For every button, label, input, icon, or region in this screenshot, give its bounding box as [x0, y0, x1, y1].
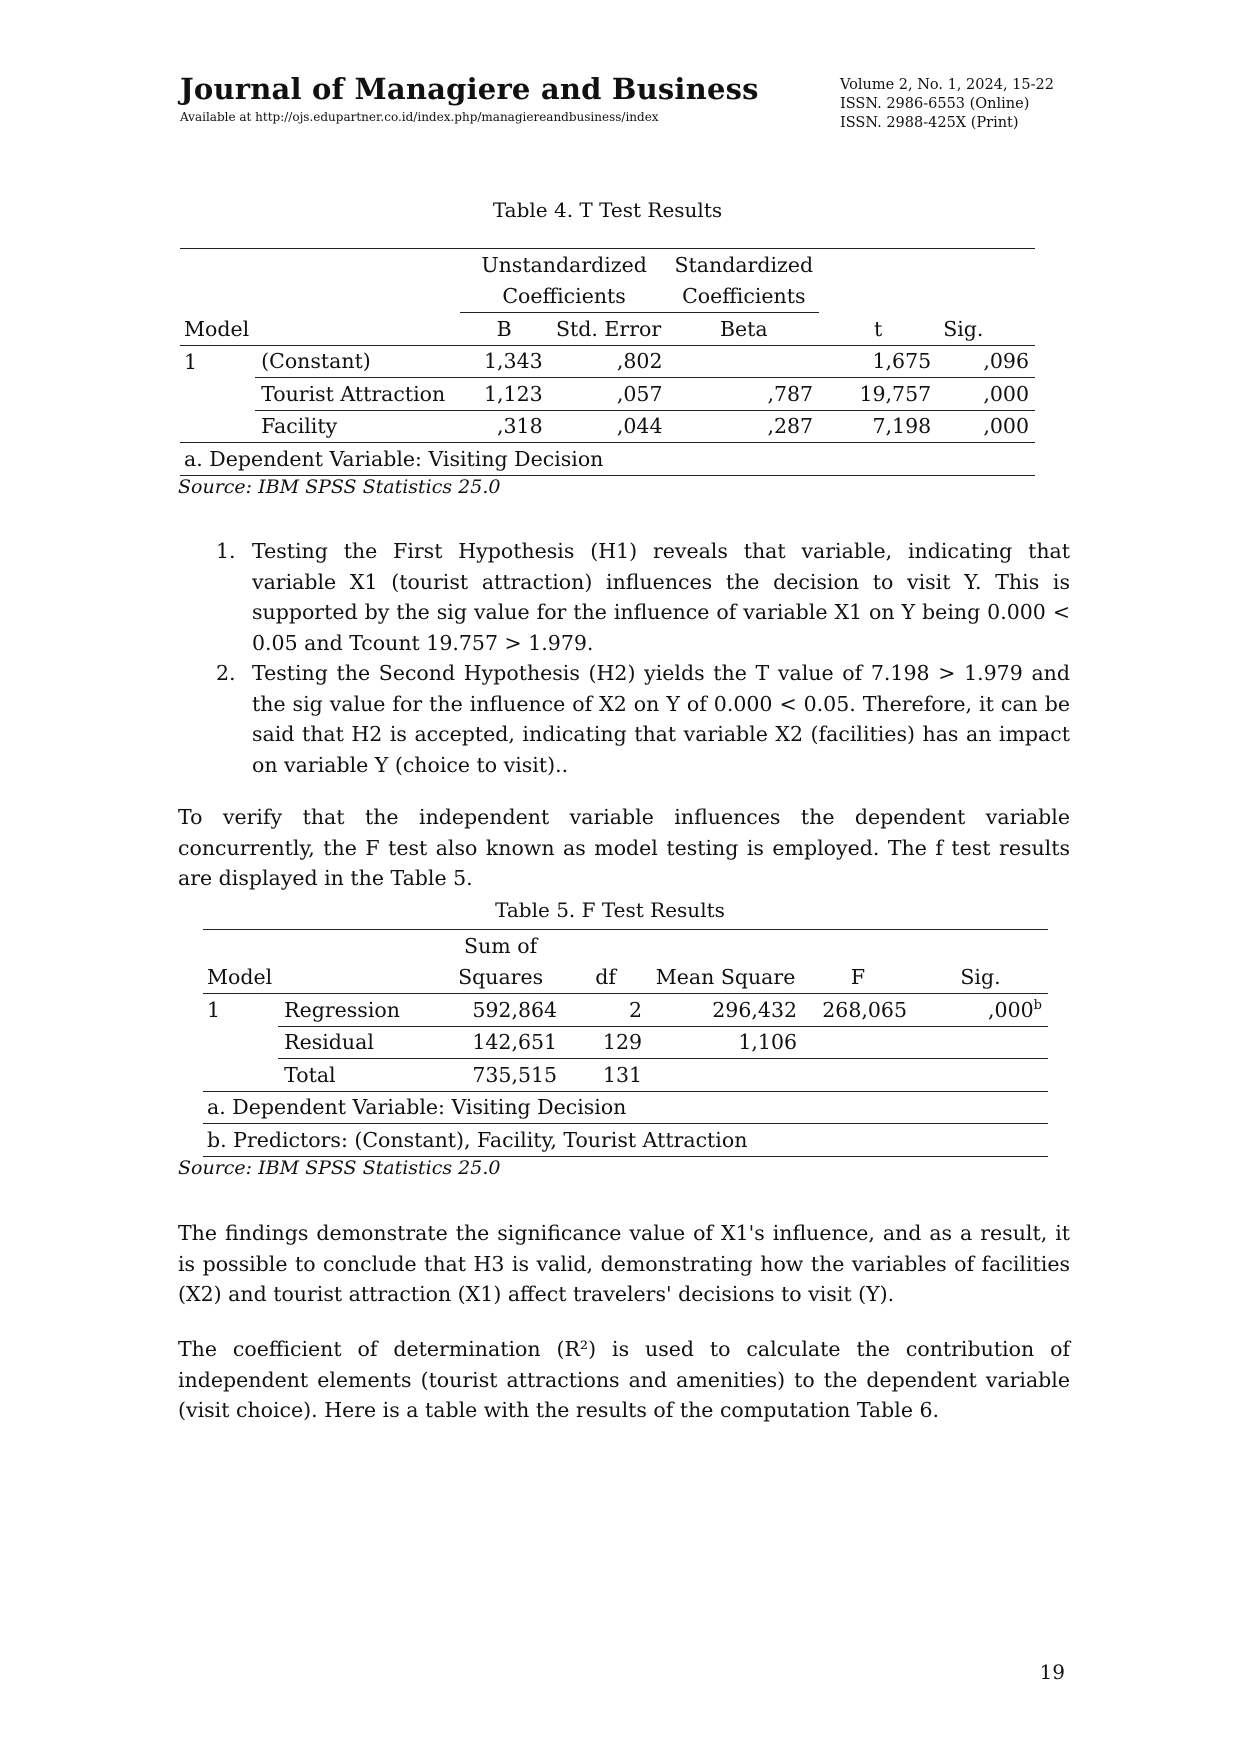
- t5-cell-sig: [913, 1026, 1048, 1059]
- t5-cell-f: 268,065: [803, 994, 913, 1027]
- t4-row-name: (Constant): [255, 345, 460, 378]
- t4-cell-sig: ,000: [937, 378, 1035, 411]
- table-header-row: [180, 313, 1035, 346]
- t5-col-model: Model: [207, 965, 273, 990]
- journal-title: Journal of Managiere and Business: [180, 72, 759, 106]
- t4-cell-t: 7,198: [872, 414, 932, 439]
- list-text: Testing the First Hypothesis (H1) reveals that variable, indicating that variable X1 (tourist attraction) influences the decision to visit Y. This is supported by the sig value for the influence of variable X1 on Y being 0.000 < 0.05 and Tcount 19.757 > 1.979.: [252, 539, 1070, 655]
- t5-row-name: Residual: [278, 1026, 438, 1059]
- table-row: [180, 378, 1035, 411]
- t4-footnote: a. Dependent Variable: Visiting Decision: [184, 446, 604, 471]
- table4: [180, 248, 1035, 476]
- t5-cell-df: 2: [563, 994, 648, 1027]
- t5-row-name: Regression: [278, 994, 438, 1027]
- paragraph-f-intro: To verify that the independent variable influences the dependent variable concurrently, the F test also known as model testing is employed. The f test results are displayed in the Table 5.: [178, 805, 1070, 890]
- table-row: [180, 345, 1035, 378]
- t4-cell-beta: ,787: [669, 378, 820, 411]
- table4-caption: Table 4. T Test Results: [492, 198, 723, 222]
- t4-col-sig: Sig.: [943, 316, 984, 341]
- journal-meta: [840, 76, 1054, 133]
- t5-sig-value: ,000: [988, 997, 1034, 1022]
- t5-col-f: F: [850, 965, 866, 990]
- t5-cell-df: 131: [602, 1062, 643, 1087]
- t4-cell-b: 1,343: [460, 345, 549, 378]
- t5-col-df: df: [595, 965, 616, 990]
- table5: [203, 929, 1048, 1157]
- t4-model-no: 1: [184, 349, 198, 374]
- t4-cell-sig: ,096: [937, 345, 1035, 378]
- t4-cell-se: ,044: [616, 414, 663, 439]
- list-item: [178, 658, 1070, 780]
- t5-cell-ss: 735,515: [472, 1062, 558, 1087]
- t5-cell-ms: 1,106: [648, 1026, 803, 1059]
- t5-col-sig: Sig.: [960, 965, 1001, 990]
- list-item: [178, 536, 1070, 658]
- list-number: 2.: [216, 661, 236, 685]
- t5-col-ss: Sum of: [464, 933, 538, 958]
- t4-cell-se: ,802: [549, 345, 669, 378]
- t5-model-no: 1: [207, 998, 221, 1022]
- issn-online: ISSN. 2986-6553 (Online): [840, 96, 1030, 112]
- issn-print: ISSN. 2988-425X (Print): [840, 115, 1019, 131]
- list-number: 1.: [216, 539, 236, 563]
- t4-cell-b: 1,123: [460, 378, 549, 411]
- t5-col-ms: Mean Square: [655, 965, 796, 990]
- t4-group-std: Standardized: [674, 252, 814, 277]
- t4-cell-beta: ,287: [767, 414, 814, 439]
- t5-cell-ss: 142,651: [438, 1026, 563, 1059]
- t4-col-se: Std. Error: [556, 316, 662, 341]
- table-row: [203, 994, 1048, 1027]
- t5-footnote-b: b. Predictors: (Constant), Facility, Tourist Attraction: [207, 1127, 748, 1152]
- t4-col-t: t: [874, 316, 883, 341]
- t5-cell-sig: [913, 994, 1048, 1027]
- t4-cell-sig: ,000: [983, 414, 1029, 439]
- t5-cell-ms: 296,432: [648, 994, 803, 1027]
- journal-url: Available at http://ojs.edupartner.co.id/index.php/managiereandbusiness/index: [180, 110, 659, 124]
- t5-cell-ms: [648, 1059, 803, 1092]
- t4-group-unstd-2: Coefficients: [460, 281, 669, 313]
- t5-cell-f: [803, 1026, 913, 1059]
- t4-col-model: Model: [184, 316, 250, 341]
- t4-cell-t: 1,675: [819, 345, 937, 378]
- t5-cell-ss: 592,864: [438, 994, 563, 1027]
- t4-group-unstd: Unstandardized: [481, 252, 647, 277]
- t4-source: Source: IBM SPSS Statistics 25.0: [178, 476, 501, 498]
- t5-row-name: Total: [284, 1062, 336, 1087]
- paragraph-findings: The findings demonstrate the significance value of X1's influence, and as a result, it is possible to conclude that H3 is valid, demonstrating how the variables of facilities (X2) and tourist attraction (X1) affect travelers' decisions to visit (Y).: [178, 1221, 1070, 1306]
- list-text: Testing the Second Hypothesis (H2) yields the T value of 7.198 > 1.979 and the sig value for the influence of X2 on Y of 0.000 < 0.05. Therefore, it can be said that H2 is accepted, indicating that variable X2 (facilities) has an impact on variable Y (choice to visit)..: [252, 661, 1070, 777]
- paragraph-r2: The coefficient of determination (R²) is used to calculate the contribution of independent elements (tourist attractions and amenities) to the dependent variable (visit choice). Here is a table with the results of the computation Table 6.: [178, 1337, 1070, 1422]
- t5-cell-sig: [913, 1059, 1048, 1092]
- t4-cell-beta: [669, 345, 820, 378]
- t4-cell-se: ,057: [549, 378, 669, 411]
- t5-footnote-a: a. Dependent Variable: Visiting Decision: [207, 1095, 627, 1120]
- table-row: [203, 1059, 1048, 1092]
- volume-info: Volume 2, No. 1, 2024, 15-22: [840, 77, 1054, 93]
- t5-cell-f: [803, 1059, 913, 1092]
- t4-cell-b: ,318: [497, 414, 543, 439]
- table-row: [203, 1026, 1048, 1059]
- t4-row-name: Facility: [261, 414, 338, 439]
- t4-col-b: B: [496, 316, 512, 341]
- t5-col-ss-2: Squares: [458, 965, 544, 990]
- hypothesis-list: [178, 536, 1070, 780]
- t5-cell-df: 129: [563, 1026, 648, 1059]
- page-number: 19: [1039, 1660, 1065, 1684]
- t4-col-beta: Beta: [719, 316, 768, 341]
- t4-row-name: Tourist Attraction: [255, 378, 460, 411]
- t5-source: Source: IBM SPSS Statistics 25.0: [178, 1157, 501, 1179]
- table5-caption: Table 5. F Test Results: [495, 898, 725, 922]
- t5-sig-superscript: b: [1033, 997, 1042, 1013]
- table-row: [180, 410, 1035, 443]
- t4-group-std-2: Coefficients: [669, 281, 820, 313]
- t4-cell-t: 19,757: [819, 378, 937, 411]
- table-header-row: [203, 962, 1048, 994]
